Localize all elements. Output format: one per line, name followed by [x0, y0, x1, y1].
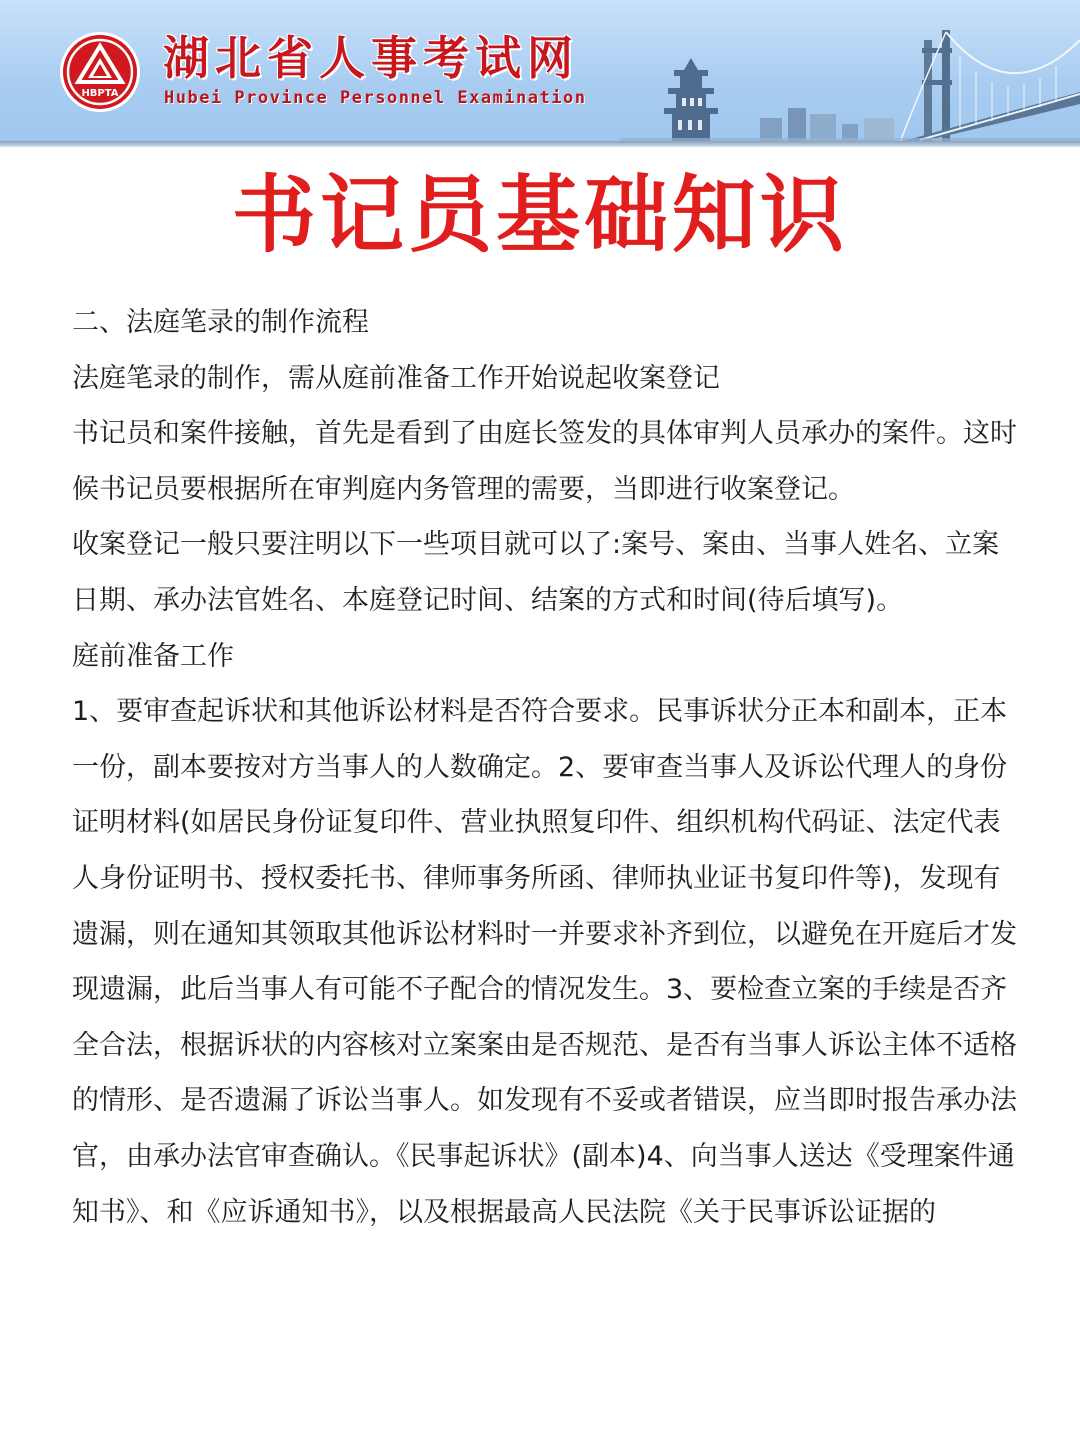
page-title: 书记员基础知识: [231, 166, 848, 264]
logo-text: HBPTA: [81, 88, 119, 99]
paragraph: 1、要审查起诉状和其他诉讼材料是否符合要求。民事诉状分正本和副本，正本一份，副本要按对方当事人的人数确定。2、要审查当事人及诉讼代理人的身份证明材料(如居民身份证复印件、营业执照复印件、组织机构代码证、法定代表人身份证明书、授权委托书、律师事务所函、律师执业证书复印件等)，发现有遗漏，则在通知其领取其他诉讼材料时一并要求补齐到位，以避免在开庭后才发现遗漏，此后当事人有可能不子配合的情况发生。3、要检查立案的手续是否齐全合法，根据诉状的内容核对立案案由是否规范、是否有当事人诉讼主体不适格的情形、是否遗漏了诉讼当事人。如发现有不妥或者错误，应当即时报告承办法官，由承办法官审查确认。《民事起诉状》(副本)4、向当事人送达《受理案件通知书》、和《应诉通知书》，以及根据最高人民法院《关于民事诉讼证据的: [72, 696, 1017, 1228]
site-name: 湖北省人事考试网: [163, 31, 579, 85]
paragraph: 收案登记一般只要注明以下一些项目就可以了:案号、案由、当事人姓名、立案日期、承办法官姓名、本庭登记时间、结案的方式和时间(待后填写)。: [72, 529, 1000, 616]
section-heading: 二、法庭笔录的制作流程: [72, 307, 369, 338]
header-banner: [0, 0, 1080, 146]
hbpta-logo: [58, 30, 142, 114]
paragraph: 法庭笔录的制作，需从庭前准备工作开始说起收案登记: [72, 362, 720, 394]
subsection-heading: 庭前准备工作: [72, 640, 234, 672]
paragraph: 书记员和案件接触，首先是看到了由庭长签发的具体审判人员承办的案件。这时候书记员要根据所在审判庭内务管理的需要，当即进行收案登记。: [72, 418, 1017, 505]
skyline-illustration: [620, 0, 1080, 146]
article-body: [72, 295, 1022, 1240]
banner-divider: [0, 141, 1080, 147]
site-name-english: Hubei Province Personnel Examination: [164, 88, 587, 108]
